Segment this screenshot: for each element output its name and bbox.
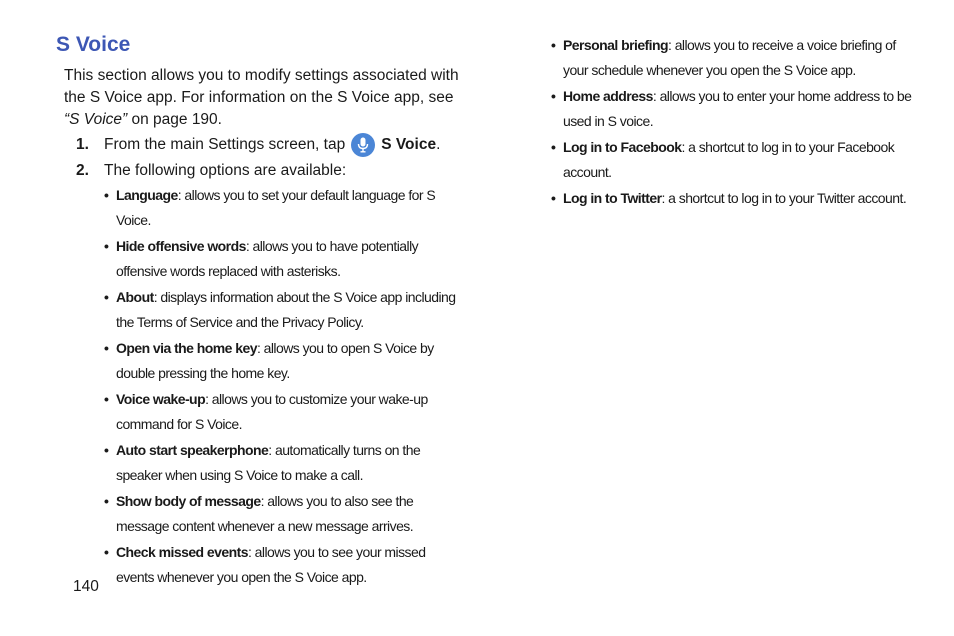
option-term: Check missed events: [116, 544, 248, 560]
step-number: 1.: [76, 136, 89, 153]
option-desc: : displays information about the S Voice app including the Terms of Service and the Privacy Policy.: [116, 289, 456, 330]
options-list-right: [551, 33, 913, 213]
option-term: Home address: [563, 88, 653, 104]
list-item: [551, 186, 913, 211]
option-term: Open via the home key: [116, 340, 257, 356]
option-desc: : allows you to also see the message content whenever a new message arrives.: [116, 493, 414, 534]
list-item: [104, 234, 466, 283]
microphone-icon: [351, 133, 375, 157]
intro-paragraph: [64, 65, 464, 131]
intro-suffix: on page 190.: [127, 111, 222, 128]
option-desc: : a shortcut to log in to your Facebook account.: [563, 139, 895, 180]
option-desc: : a shortcut to log in to your Twitter account.: [661, 190, 907, 206]
section-title: S Voice: [56, 33, 131, 56]
list-item: [104, 540, 466, 589]
list-item: [104, 285, 466, 334]
option-desc: : allows you to receive a voice briefing of your schedule whenever you open the S Voice app.: [563, 37, 896, 78]
page-number: 140: [73, 578, 99, 595]
option-term: Log in to Facebook: [563, 139, 682, 155]
option-desc: : automatically turns on the speaker when using S Voice to make a call.: [116, 442, 421, 483]
option-term: Auto start speakerphone: [116, 442, 269, 458]
option-desc: : allows you to customize your wake-up command for S Voice.: [116, 391, 428, 432]
option-term: Show body of message: [116, 493, 261, 509]
step-text: From the main Settings screen, tap: [104, 136, 346, 153]
list-item: [104, 387, 466, 436]
intro-text: This section allows you to modify settings associated with the S Voice app. For information on the S Voice app, see: [64, 67, 459, 106]
list-item: [551, 84, 913, 133]
step-text: The following options are available:: [104, 162, 347, 179]
option-desc: : allows you to see your missed events whenever you open the S Voice app.: [116, 544, 426, 585]
list-item: [551, 135, 913, 184]
step-1: [76, 133, 440, 157]
list-item: [551, 33, 913, 82]
option-term: Voice wake-up: [116, 391, 206, 407]
option-term: Personal briefing: [563, 37, 669, 53]
list-item: [104, 336, 466, 385]
option-desc: : allows you to set your default language for S Voice.: [116, 187, 436, 228]
option-term: Language: [116, 187, 178, 203]
cross-reference-link[interactable]: “S Voice”: [64, 111, 128, 128]
list-item: [104, 438, 466, 487]
option-desc: : allows you to enter your home address to be used in S voice.: [563, 88, 912, 129]
option-term: Hide offensive words: [116, 238, 246, 254]
step-2: [76, 160, 346, 182]
options-list-left: [104, 183, 466, 591]
list-item: [104, 183, 466, 232]
step-end: .: [436, 136, 441, 153]
option-term: About: [116, 289, 154, 305]
option-desc: : allows you to open S Voice by double pressing the home key.: [116, 340, 434, 381]
list-item: [104, 489, 466, 538]
s-voice-label: S Voice: [381, 136, 437, 153]
option-term: Log in to Twitter: [563, 190, 662, 206]
option-desc: : allows you to have potentially offensive words replaced with asterisks.: [116, 238, 419, 279]
step-number: 2.: [76, 162, 89, 179]
